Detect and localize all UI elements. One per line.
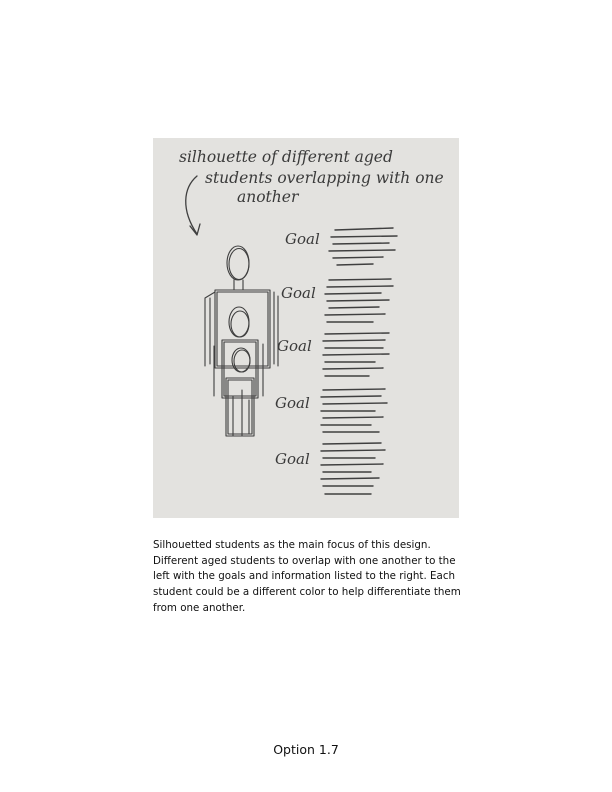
description-line-5: from one another. — [153, 601, 246, 614]
description-line-2: Different aged students to overlap with one another to the — [153, 554, 456, 567]
goal-label-2: Goal — [281, 284, 316, 302]
page-label: Option 1.7 — [273, 742, 339, 757]
goal-label-3: Goal — [277, 337, 312, 355]
goal-label-5: Goal — [275, 450, 310, 468]
sketch-photo — [153, 138, 459, 518]
sketch-note-line-2: students overlapping with one — [205, 169, 444, 187]
curved-arrow-icon — [186, 176, 200, 235]
description-line-1: Silhouetted students as the main focus of this design. — [153, 539, 431, 551]
goal-label-4: Goal — [275, 394, 310, 412]
description-line-4: student could be a different color to help differentiate them — [153, 586, 461, 599]
pencil-sketch — [153, 138, 459, 518]
information-lines — [321, 228, 397, 494]
description-line-3: left with the goals and information listed to the right. Each — [153, 570, 456, 583]
student-silhouettes — [205, 246, 278, 436]
sketch-note-line-3: another — [237, 188, 299, 206]
design-description — [153, 538, 463, 617]
sketch-note-line-1: silhouette of different aged — [179, 148, 393, 166]
goal-label-1: Goal — [285, 230, 320, 248]
